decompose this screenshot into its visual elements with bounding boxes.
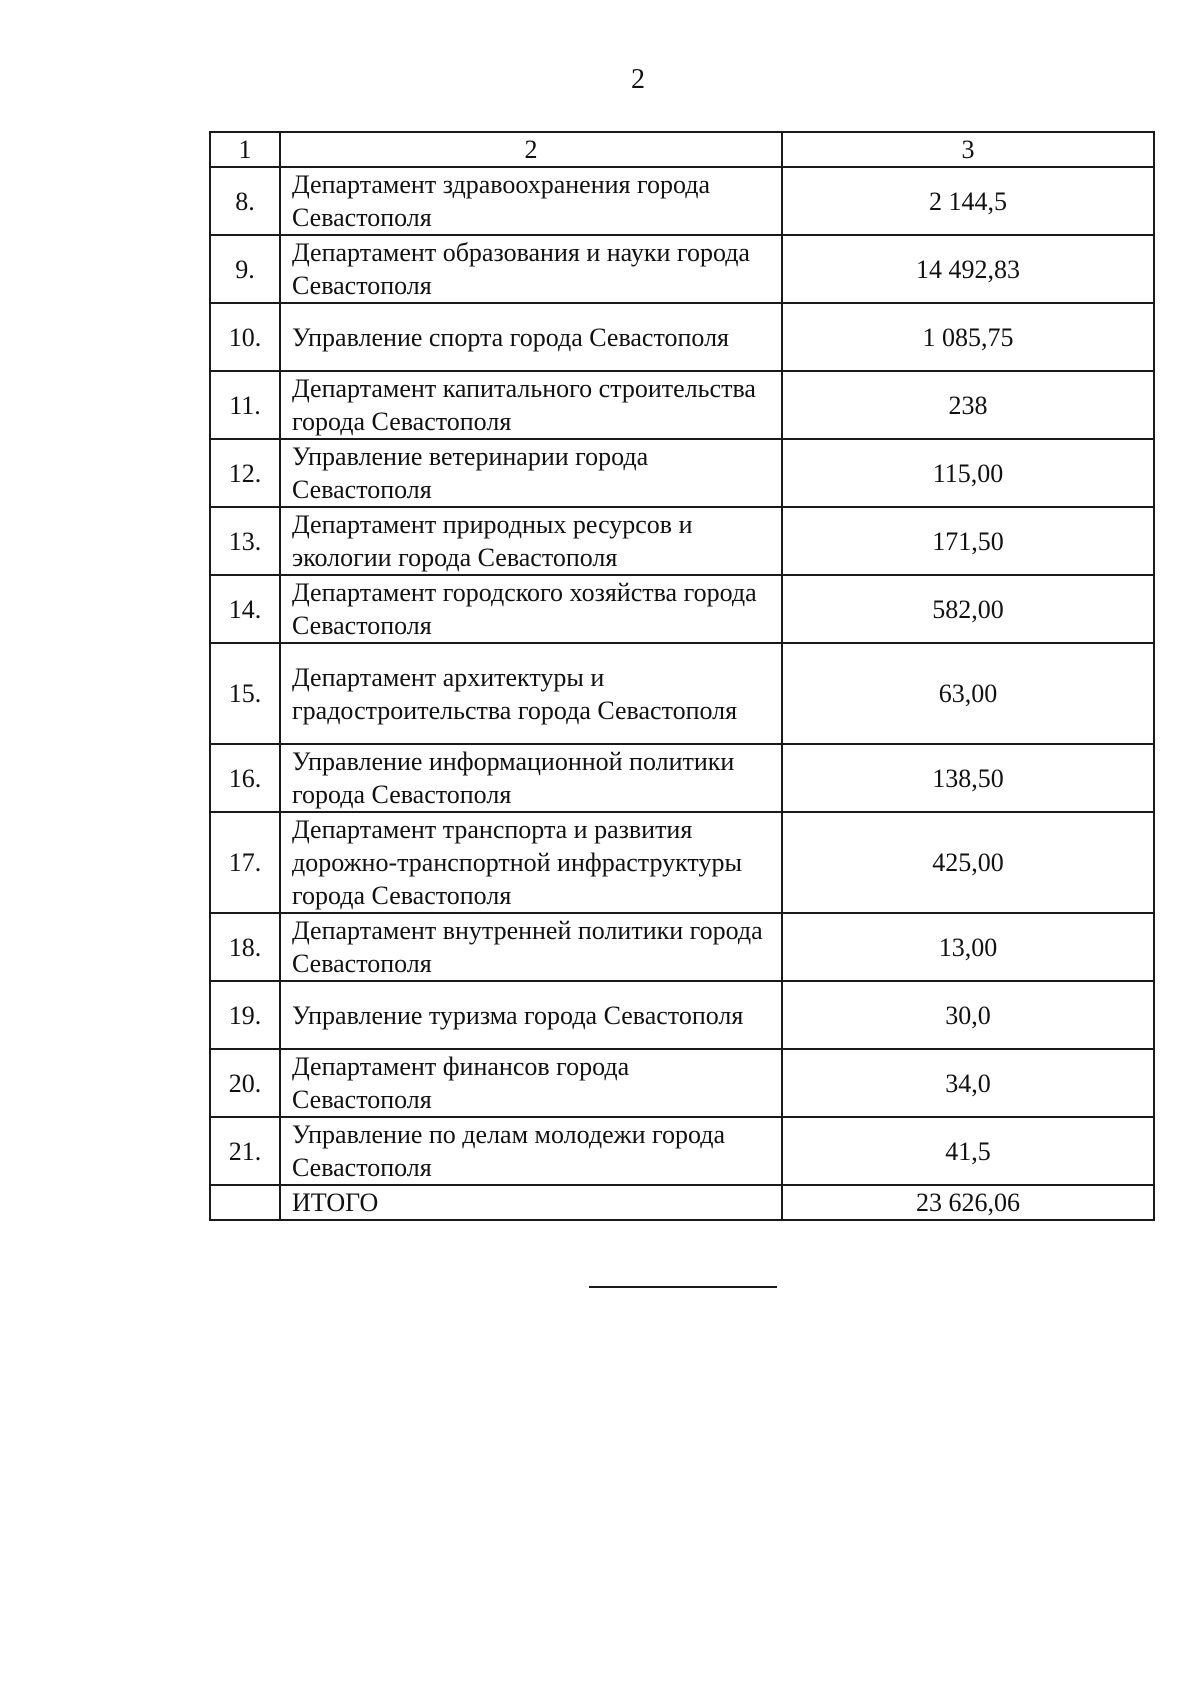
table-row: [210, 575, 1154, 643]
department-name: Департамент образования и науки города Севастополя: [280, 235, 782, 303]
amount-value: 171,50: [782, 507, 1154, 575]
row-number: 11.: [210, 371, 280, 439]
table-row: [210, 1117, 1154, 1185]
row-number: 14.: [210, 575, 280, 643]
row-number: 10.: [210, 303, 280, 371]
amount-value: 1 085,75: [782, 303, 1154, 371]
amount-value: 582,00: [782, 575, 1154, 643]
table-row: [210, 1049, 1154, 1117]
amount-value: 13,00: [782, 913, 1154, 981]
department-name: Департамент капитального строительства города Севастополя: [280, 371, 782, 439]
department-name: Департамент транспорта и развития дорожно-транспортной инфраструктуры города Севастополя: [280, 812, 782, 913]
table-row: [210, 303, 1154, 371]
row-number: 21.: [210, 1117, 280, 1185]
table-header-row: [210, 132, 1154, 167]
total-label: ИТОГО: [280, 1185, 782, 1220]
row-number: 18.: [210, 913, 280, 981]
allocation-table: [209, 131, 1155, 1221]
table-row: [210, 913, 1154, 981]
end-divider-line: [589, 1286, 777, 1288]
amount-value: 30,0: [782, 981, 1154, 1049]
department-name: Департамент архитектуры и градостроительства города Севастополя: [280, 643, 782, 744]
table-row: [210, 643, 1154, 744]
amount-value: 14 492,83: [782, 235, 1154, 303]
table-row: [210, 235, 1154, 303]
department-name: Управление по делам молодежи города Севастополя: [280, 1117, 782, 1185]
row-number: 15.: [210, 643, 280, 744]
table-row: [210, 812, 1154, 913]
table-row: [210, 744, 1154, 812]
row-number: 19.: [210, 981, 280, 1049]
department-name: Управление информационной политики города Севастополя: [280, 744, 782, 812]
department-name: Управление туризма города Севастополя: [280, 981, 782, 1049]
department-name: Управление спорта города Севастополя: [280, 303, 782, 371]
header-cell-2: 2: [280, 132, 782, 167]
department-name: Департамент финансов города Севастополя: [280, 1049, 782, 1117]
table-row: [210, 371, 1154, 439]
amount-value: 138,50: [782, 744, 1154, 812]
table-row: [210, 167, 1154, 235]
amount-value: 2 144,5: [782, 167, 1154, 235]
row-number: 16.: [210, 744, 280, 812]
department-name: Департамент природных ресурсов и экологии города Севастополя: [280, 507, 782, 575]
page-number: 2: [631, 64, 645, 95]
table-row: [210, 439, 1154, 507]
row-number: 20.: [210, 1049, 280, 1117]
row-number: 13.: [210, 507, 280, 575]
department-name: Управление ветеринарии города Севастополя: [280, 439, 782, 507]
total-number: [210, 1185, 280, 1220]
header-cell-1: 1: [210, 132, 280, 167]
header-cell-3: 3: [782, 132, 1154, 167]
total-row: [210, 1185, 1154, 1220]
row-number: 9.: [210, 235, 280, 303]
table-row: [210, 507, 1154, 575]
amount-value: 41,5: [782, 1117, 1154, 1185]
amount-value: 63,00: [782, 643, 1154, 744]
department-name: Департамент внутренней политики города Севастополя: [280, 913, 782, 981]
department-name: Департамент городского хозяйства города Севастополя: [280, 575, 782, 643]
total-value: 23 626,06: [782, 1185, 1154, 1220]
row-number: 17.: [210, 812, 280, 913]
table-row: [210, 981, 1154, 1049]
row-number: 12.: [210, 439, 280, 507]
amount-value: 425,00: [782, 812, 1154, 913]
row-number: 8.: [210, 167, 280, 235]
amount-value: 34,0: [782, 1049, 1154, 1117]
department-name: Департамент здравоохранения города Севастополя: [280, 167, 782, 235]
amount-value: 238: [782, 371, 1154, 439]
amount-value: 115,00: [782, 439, 1154, 507]
